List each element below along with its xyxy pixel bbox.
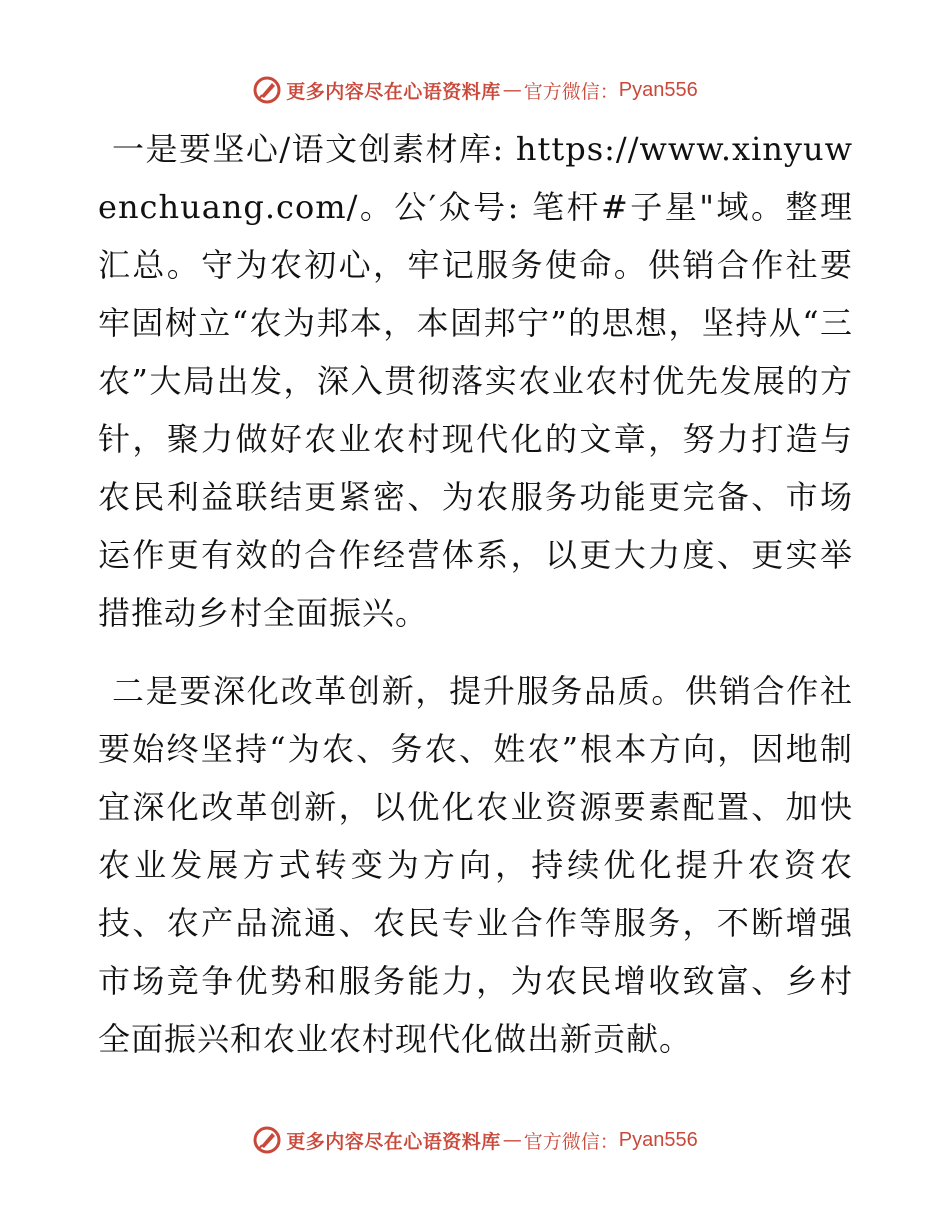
- banner-wechat-label: 官方微信：: [523, 1130, 619, 1153]
- quill-logo-icon: [252, 75, 282, 105]
- footer-banner: [0, 1120, 950, 1160]
- banner-dash: —: [502, 79, 522, 101]
- banner-wechat-id: Pyan556: [618, 78, 698, 101]
- banner-wechat-id: Pyan556: [618, 1128, 698, 1151]
- banner-brand-text: 更多内容尽在心语资料库: [286, 80, 501, 103]
- document-body: [98, 120, 853, 1068]
- banner-wechat-label: 官方微信：: [523, 80, 619, 103]
- banner-dash: —: [502, 1129, 522, 1151]
- paragraph-1: 一是要坚心/语文创素材库: https://www.xinyuwenchuang.com/。公′众号: 笔杆#子星"域。整理汇总。守为农初心，牢记服务使命。供销合作社要牢固树立“农为邦本，本固邦宁”的思想，坚持从“三农”大局出发，深入贯彻落实农业农村优先发展的方针，聚力做好农业农村现代化的文章，努力打造与农民利益联结更紧密、为农服务功能更完备、市场运作更有效的合作经营体系，以更大力度、更实举措推动乡村全面振兴。: [98, 130, 853, 632]
- header-banner: [0, 70, 950, 110]
- paragraph-2: 二是要深化改革创新，提升服务品质。供销合作社要始终坚持“为农、务农、姓农”根本方向，因地制宜深化改革创新，以优化农业资源要素配置、加快农业发展方式转变为方向，持续优化提升农资农技、农产品流通、农民专业合作等服务，不断增强市场竞争优势和服务能力，为农民增收致富、乡村全面振兴和农业农村现代化做出新贡献。: [98, 672, 853, 1058]
- quill-logo-icon: [252, 1125, 282, 1155]
- banner-brand-text: 更多内容尽在心语资料库: [286, 1130, 501, 1153]
